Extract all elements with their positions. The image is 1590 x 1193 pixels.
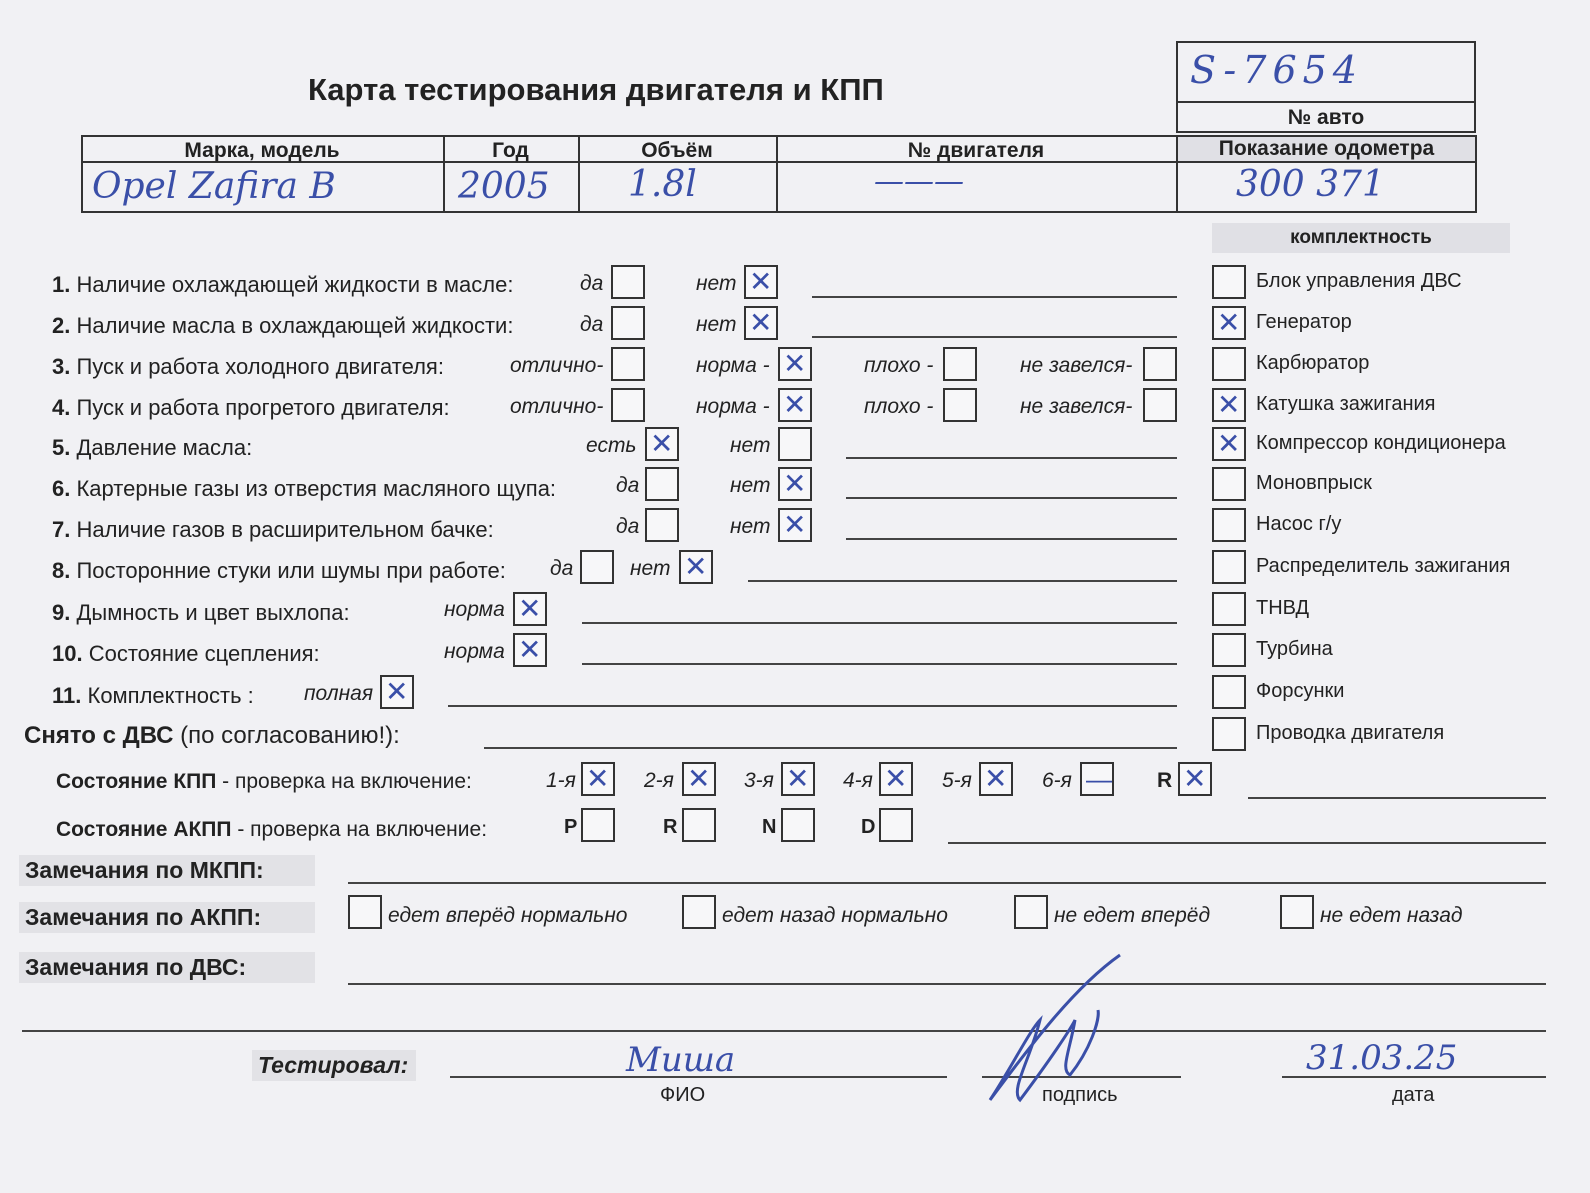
comp-turbo-label: Турбина xyxy=(1256,638,1333,660)
volume-value: 1.8l xyxy=(628,164,697,205)
completeness-header: комплектность xyxy=(1290,227,1432,248)
removed-label: Снято с ДВС (по согласованию!): xyxy=(24,722,400,749)
engine-no-value: ——— xyxy=(874,164,964,199)
row10-normal-checkbox[interactable] xyxy=(513,633,547,667)
row4-excellent-checkbox[interactable] xyxy=(611,388,645,422)
tester-name: Миша xyxy=(626,1040,736,1080)
fio-label: ФИО xyxy=(660,1084,706,1106)
row5-no-checkbox[interactable] xyxy=(778,427,812,461)
gear6-label: 6-я xyxy=(1042,769,1072,792)
akpp-forward-ok-label: едет вперёд нормально xyxy=(388,904,628,927)
gear2-checkbox[interactable] xyxy=(682,762,716,796)
row5: 5. Давление масла: xyxy=(52,435,253,460)
row8-opt-no-label: нет xyxy=(630,557,671,580)
remarks-mkpp-label: Замечания по МКПП: xyxy=(19,855,315,886)
gear6-checkbox[interactable] xyxy=(1080,762,1114,796)
year-label: Год xyxy=(492,139,529,162)
comp-injection-pump-label: ТНВД xyxy=(1256,597,1310,619)
row11-full-checkbox[interactable] xyxy=(380,675,414,709)
row6-opt-no-label: нет xyxy=(730,474,771,497)
row7: 7. Наличие газов в расширительном бачке: xyxy=(52,517,494,542)
signature-label: подпись xyxy=(1042,1084,1118,1106)
row7-opt-no-label: нет xyxy=(730,515,771,538)
row10-opt-normal-label: норма xyxy=(444,640,505,663)
row3-bad-checkbox[interactable] xyxy=(943,347,977,381)
auto-d-checkbox[interactable] xyxy=(879,808,913,842)
card-title: Карта тестирования двигателя и КПП xyxy=(308,72,884,107)
gear4-checkbox[interactable] xyxy=(879,762,913,796)
make-model-value: Opel Zafira B xyxy=(92,166,336,207)
comp-ecu-checkbox[interactable] xyxy=(1212,265,1246,299)
row2-opt-yes-label: да xyxy=(580,313,604,336)
manual-gearbox-label: Состояние КПП - проверка на включение: xyxy=(56,770,472,793)
akpp-reverse-ok-checkbox[interactable] xyxy=(682,895,716,929)
row4-bad-checkbox[interactable] xyxy=(943,388,977,422)
row8-no-checkbox[interactable] xyxy=(679,550,713,584)
row11-opt-full-label: полная xyxy=(304,682,374,705)
akpp-no-forward-checkbox[interactable] xyxy=(1014,895,1048,929)
comp-carburetor-checkbox[interactable] xyxy=(1212,347,1246,381)
row4: 4. Пуск и работа прогретого двигателя: xyxy=(52,395,450,420)
gear3-label: 3-я xyxy=(744,769,774,792)
row4-nostart-checkbox[interactable] xyxy=(1143,388,1177,422)
row9-normal-checkbox[interactable] xyxy=(513,592,547,626)
akpp-forward-ok-checkbox[interactable] xyxy=(348,895,382,929)
auto-p-checkbox[interactable] xyxy=(581,808,615,842)
row6-yes-checkbox[interactable] xyxy=(645,467,679,501)
gear-r-checkbox[interactable] xyxy=(1178,762,1212,796)
akpp-no-reverse-checkbox[interactable] xyxy=(1280,895,1314,929)
comp-injectors-checkbox[interactable] xyxy=(1212,675,1246,709)
auto-number-label: № авто xyxy=(1287,106,1365,129)
row3: 3. Пуск и работа холодного двигателя: xyxy=(52,354,444,379)
comp-ac-compressor-checkbox[interactable] xyxy=(1212,427,1246,461)
row7-no-checkbox[interactable] xyxy=(778,508,812,542)
auto-n-checkbox[interactable] xyxy=(781,808,815,842)
row4-opt-nostart-label: не завелся- xyxy=(1020,395,1133,418)
row3-opt-normal-label: норма - xyxy=(696,354,770,377)
comp-injection-pump-checkbox[interactable] xyxy=(1212,592,1246,626)
comp-generator-label: Генератор xyxy=(1256,311,1352,333)
volume-label: Объём xyxy=(641,139,713,162)
remarks-dvs-label: Замечания по ДВС: xyxy=(19,952,315,983)
auto-r-label: R xyxy=(663,816,678,838)
comp-ac-compressor-label: Компрессор кондиционера xyxy=(1256,432,1506,454)
comp-ignition-coil-label: Катушка зажигания xyxy=(1256,393,1436,415)
date-label: дата xyxy=(1392,1084,1435,1106)
signature-scribble xyxy=(980,950,1150,1110)
comp-monoinjection-checkbox[interactable] xyxy=(1212,467,1246,501)
auto-n-label: N xyxy=(762,816,777,838)
row1-yes-checkbox[interactable] xyxy=(611,265,645,299)
row8-opt-yes-label: да xyxy=(550,557,574,580)
row3-opt-nostart-label: не завелся- xyxy=(1020,354,1133,377)
row4-normal-checkbox[interactable] xyxy=(778,388,812,422)
row2: 2. Наличие масла в охлаждающей жидкости: xyxy=(52,313,514,338)
row10: 10. Состояние сцепления: xyxy=(52,641,320,666)
remarks-akpp-label: Замечания по АКПП: xyxy=(19,902,315,933)
row7-yes-checkbox[interactable] xyxy=(645,508,679,542)
gear1-checkbox[interactable] xyxy=(581,762,615,796)
row2-no-checkbox[interactable] xyxy=(744,306,778,340)
row6-no-checkbox[interactable] xyxy=(778,467,812,501)
row3-nostart-checkbox[interactable] xyxy=(1143,347,1177,381)
comp-turbo-checkbox[interactable] xyxy=(1212,633,1246,667)
comp-ps-pump-label: Насос г/у xyxy=(1256,513,1342,535)
tested-by-label: Тестировал: xyxy=(252,1050,416,1081)
row3-opt-excellent-label: отлично- xyxy=(510,354,604,377)
year-value: 2005 xyxy=(458,166,550,207)
row5-yes-checkbox[interactable] xyxy=(645,427,679,461)
comp-wiring-checkbox[interactable] xyxy=(1212,717,1246,751)
auto-p-label: P xyxy=(564,816,578,838)
row2-yes-checkbox[interactable] xyxy=(611,306,645,340)
row11: 11. Комплектность : xyxy=(52,683,254,708)
row1-opt-yes-label: да xyxy=(580,272,604,295)
row3-opt-bad-label: плохо - xyxy=(864,354,934,377)
row1: 1. Наличие охлаждающей жидкости в масле: xyxy=(52,272,514,297)
auto-r-checkbox[interactable] xyxy=(682,808,716,842)
gear4-label: 4-я xyxy=(843,769,873,792)
engine-no-label: № двигателя xyxy=(907,139,1045,162)
auto-d-label: D xyxy=(861,816,876,838)
akpp-no-forward-label: не едет вперёд xyxy=(1054,904,1211,927)
gear2-label: 2-я xyxy=(644,769,674,792)
date-value: 31.03.25 xyxy=(1306,1038,1458,1078)
row6: 6. Картерные газы из отверстия масляного щупа: xyxy=(52,476,557,501)
row4-opt-bad-label: плохо - xyxy=(864,395,934,418)
make-model-label: Марка, модель xyxy=(184,139,340,162)
comp-carburetor-label: Карбюратор xyxy=(1256,352,1370,374)
row4-opt-excellent-label: отлично- xyxy=(510,395,604,418)
row7-opt-yes-label: да xyxy=(616,515,640,538)
row5-opt-yes-label: есть xyxy=(586,434,637,457)
comp-ecu-label: Блок управления ДВС xyxy=(1256,270,1462,292)
row6-opt-yes-label: да xyxy=(616,474,640,497)
gear-r-label: R xyxy=(1157,769,1173,792)
row9: 9. Дымность и цвет выхлопа: xyxy=(52,600,350,625)
comp-wiring-label: Проводка двигателя xyxy=(1256,722,1445,744)
gear5-label: 5-я xyxy=(942,769,972,792)
row8-yes-checkbox[interactable] xyxy=(580,550,614,584)
comp-ps-pump-checkbox[interactable] xyxy=(1212,508,1246,542)
akpp-no-reverse-label: не едет назад xyxy=(1320,904,1463,927)
odometer-label: Показание одометра xyxy=(1218,137,1435,160)
row5-opt-no-label: нет xyxy=(730,434,771,457)
odometer-value: 300 371 xyxy=(1236,164,1385,205)
row1-opt-no-label: нет xyxy=(696,272,737,295)
gear5-checkbox[interactable] xyxy=(979,762,1013,796)
row2-opt-no-label: нет xyxy=(696,313,737,336)
row3-normal-checkbox[interactable] xyxy=(778,347,812,381)
akpp-reverse-ok-label: едет назад нормально xyxy=(722,904,948,927)
row8: 8. Посторонние стуки или шумы при работе: xyxy=(52,558,506,583)
comp-distributor-label: Распределитель зажигания xyxy=(1256,555,1511,577)
gear1-label: 1-я xyxy=(546,769,576,792)
comp-generator-checkbox[interactable] xyxy=(1212,306,1246,340)
comp-monoinjection-label: Моновпрыск xyxy=(1256,472,1372,494)
row3-excellent-checkbox[interactable] xyxy=(611,347,645,381)
row9-opt-normal-label: норма xyxy=(444,598,505,621)
comp-ignition-coil-checkbox[interactable] xyxy=(1212,388,1246,422)
comp-distributor-checkbox[interactable] xyxy=(1212,550,1246,584)
auto-number-value: S-7654 xyxy=(1190,48,1363,92)
row4-opt-normal-label: норма - xyxy=(696,395,770,418)
row1-no-checkbox[interactable] xyxy=(744,265,778,299)
comp-injectors-label: Форсунки xyxy=(1256,680,1345,702)
auto-gearbox-label: Состояние АКПП - проверка на включение: xyxy=(56,818,488,841)
gear3-checkbox[interactable] xyxy=(781,762,815,796)
